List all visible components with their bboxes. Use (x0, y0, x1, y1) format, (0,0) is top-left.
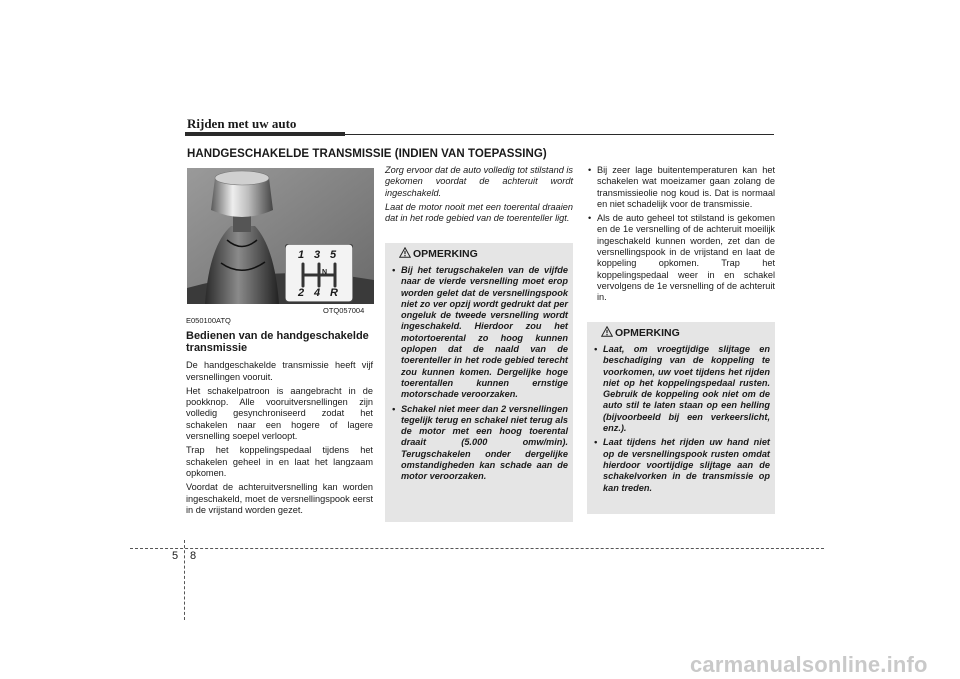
note-body (593, 344, 770, 497)
note-heading (601, 326, 680, 339)
gear-label-5: 5 (330, 249, 337, 261)
list-item: • Als de auto geheel tot stilstand is gekomen en de 1e versnelling of de achteruit moeilijk ingeschakeld kunnen worden, zet dan de versnellingspook in de vrijstand en laat de koppeling opkomen. Trap het koppelingspedaal weer in en schakel vervolgens de 1e versnelling of de achteruit in. (587, 213, 775, 303)
gear-label-4: 4 (314, 287, 321, 299)
watermark: carmanualsonline.info (690, 652, 928, 677)
list-item: • Bij zeer lage buitentemperaturen kan het schakelen wat moeizamer gaan zolang de transmissieolie nog koud is. Dat is normaal en niet schadelijk voor de transmissie. (587, 165, 775, 210)
note-item: • Schakel niet meer dan 2 versnellingen tegelijk terug en schakel niet terug als de motor met een hoog toerental draait (5.000 omw/min). Terugschakelen onder dergelijke omstandigheden kan schade aan de motor veroorzaken. (391, 404, 568, 483)
gear-label-r: R (330, 287, 338, 299)
column-1 (186, 315, 373, 519)
neutral-label: N (322, 269, 328, 276)
section-title: HANDGESCHAKELDE TRANSMISSIE (INDIEN VAN TOEPASSING) (187, 148, 547, 160)
chapter-title: Rijden met uw auto (187, 116, 297, 131)
note-box-1 (385, 243, 573, 522)
footer-vertical-rule (184, 540, 185, 620)
paragraph: Laat de motor nooit met een toerental draaien dat in het rode gebied van de toerenteller ligt. (385, 201, 573, 224)
header-accent-bar (185, 132, 345, 136)
column-3-list (587, 165, 775, 307)
page-number: 8 (190, 550, 197, 562)
chapter-number: 5 (172, 550, 179, 562)
note-box-2 (587, 322, 775, 514)
gear-label-2: 2 (298, 287, 305, 299)
column-2-intro (385, 165, 573, 227)
gear-label-3: 3 (314, 249, 321, 261)
section-code: E050100ATQ (186, 316, 231, 325)
note-heading (399, 247, 478, 260)
warning-triangle-icon (601, 326, 613, 337)
paragraph: Trap het koppelingspedaal tijdens het schakelen geheel in en laat het langzaam opkomen. (186, 445, 373, 478)
note-item: • Laat, om vroegtijdige slijtage en beschadiging van de koppeling te voorkomen, uw voet tijdens het rijden niet op het koppelingspedaal rusten. Gebruik de koppeling ook niet om de auto stil te laten staan op een helling (bijvoorbeeld bij een verkeerslicht, enz.). (593, 344, 770, 434)
note-body (391, 265, 568, 486)
paragraph: Voordat de achteruitversnelling kan worden ingeschakeld, moet de versnellingspook eerst in de vrijstand worden gezet. (186, 482, 373, 515)
warning-triangle-icon (399, 247, 411, 258)
figure-caption: OTQ057004 (323, 306, 365, 315)
note-item: • Bij het terugschakelen van de vijfde naar de vierde versnelling moet erop worden gelet dat de versnellingspook niet zo ver opzij wordt gedrukt dat per ongeluk de tweede versnelling wordt ingeschakeld. Hierdoor zou het motortoerental zo hoog kunnen oplopen dat de naald van de toerenteller in het rode gebied terecht zou kunnen komen. Dergelijke hoge toerentallen kunnen ernstige motorschade veroorzaken. (391, 265, 568, 401)
note-heading-text: OPMERKING (413, 248, 478, 260)
paragraph: Zorg ervoor dat de auto volledig tot stilstand is gekomen voordat de achteruit wordt ingeschakeld. (385, 165, 573, 198)
subsection-title: Bedienen van de handgeschakelde transmissie (186, 330, 369, 355)
note-item: • Laat tijdens het rijden uw hand niet op de versnellingspook rusten omdat hierdoor voortijdige slijtage aan de schakelvorken in de transmissie op kan treden. (593, 437, 770, 493)
shift-pattern-inset (285, 244, 353, 302)
paragraph: De handgeschakelde transmissie heeft vijf versnellingen vooruit. (186, 360, 373, 382)
gear-label-1: 1 (298, 249, 305, 261)
footer-rule (130, 548, 824, 549)
note-heading-text: OPMERKING (615, 327, 680, 339)
paragraph: Het schakelpatroon is aangebracht in de pookknop. Alle vooruitversnellingen zijn volledig gesynchroniseerd zodat het schakelen naar een hogere of lagere versnelling soepel verloopt. (186, 385, 373, 442)
